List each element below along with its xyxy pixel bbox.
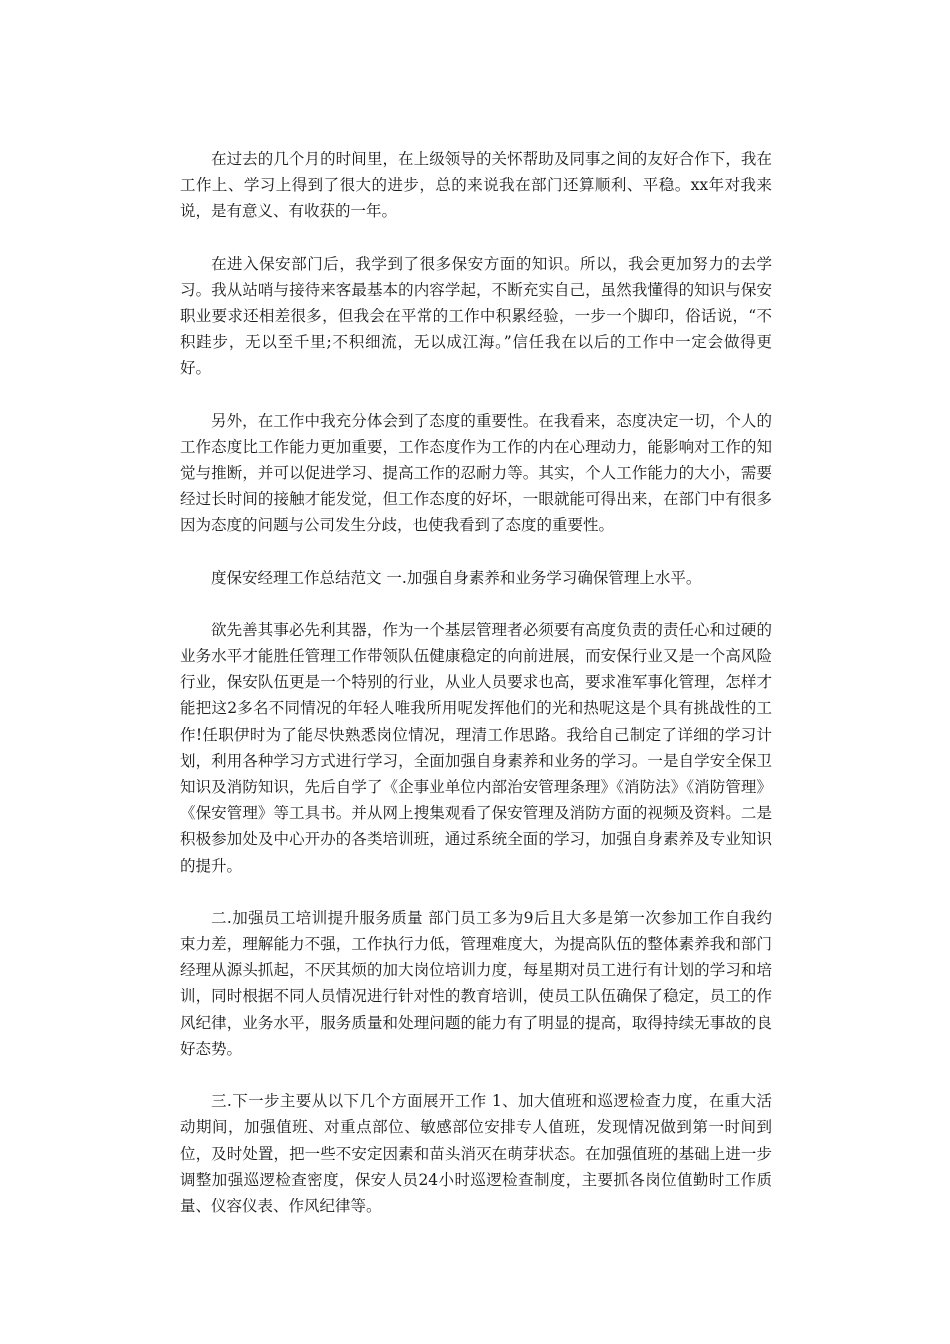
paragraph-1: 在过去的几个月的时间里，在上级领导的关怀帮助及同事之间的友好合作下，我在工作上、学习上得到了很大的进步，总的来说我在部门还算顺利、平稳。xx年对我来说，是有意义、有收获的一年。 <box>180 150 772 221</box>
paragraph-5: 二.加强员工培训提升服务质量 部门员工多为9后且大多是第一次参加工作自我约束力差，理解能力不强，工作执行力低，管理难度大，为提高队伍的整体素养我和部门经理从源头抓起，不厌其烦的加大岗位培训力度，每星期对员工进行有计划的学习和培训，同时根据不同人员情况进行针对性的教育培训，使员工队伍确保了稳定，员工的作风纪律，业务水平，服务质量和处理问题的能力有了明显的提高，取得持续无事故的良好态势。 <box>180 908 772 1058</box>
paragraph-3: 另外，在工作中我充分体会到了态度的重要性。在我看来，态度决定一切，个人的工作态度比工作能力更加重要，工作态度作为工作的内在心理动力，能影响对工作的知觉与推断，并可以促进学习、提高工作的忍耐力等。其实，个人工作能力的大小，需要经过长时间的接触才能发觉，但工作态度的好坏，一眼就能可得出来，在部门中有很多因为态度的问题与公司发生分歧，也使我看到了态度的重要性。 <box>180 411 772 535</box>
document-body <box>180 146 772 1245</box>
paragraph-4: 欲先善其事必先利其器，作为一个基层管理者必须要有高度负责的责任心和过硬的业务水平才能胜任管理工作带领队伍健康稳定的向前进展，而安保行业又是一个高风险行业，保安队伍更是一个特别的行业，从业人员要求也高，要求准军事化管理，怎样才能把这2多名不同情况的年轻人唯我所用呢发挥他们的光和热呢这是个具有挑战性的工作!任职伊时为了能尽快熟悉岗位情况，理清工作思路。我给自己制定了详细的学习计划，利用各种学习方式进行学习，全面加强自身素养和业务的学习。一是自学安全保卫知识及消防知识，先后自学了《企事业单位内部治安管理条理》《消防法》《消防管理》《保安管理》等工具书。并从网上搜集观看了保安管理及消防方面的视频及资料。二是积极参加处及中心开办的各类培训班，通过系统全面的学习，加强自身素养及专业知识的提升。 <box>180 620 772 875</box>
section-heading-1: 度保安经理工作总结范文 一.加强自身素养和业务学习确保管理上水平。 <box>211 568 702 587</box>
paragraph-6: 三.下一步主要从以下几个方面展开工作 1、加大值班和巡逻检查力度，在重大活动期间，加强值班、对重点部位、敏感部位安排专人值班，发现情况做到第一时间到位，及时处置，把一些不安定因素和苗头消灭在萌芽状态。在加强值班的基础上进一步调整加强巡逻检查密度，保安人员24小时巡逻检查制度，主要抓各岗位值勤时工作质量、仪容仪表、作风纪律等。 <box>180 1092 772 1215</box>
paragraph-2: 在进入保安部门后，我学到了很多保安方面的知识。所以，我会更加努力的去学习。我从站哨与接待来客最基本的内容学起，不断充实自己，虽然我懂得的知识与保安职业要求还相差很多，但我会在平常的工作中积累经验，一步一个脚印，俗话说，“不积跬步，无以至千里;不积细流，无以成江海。”信任我在以后的工作中一定会做得更好。 <box>180 254 772 378</box>
